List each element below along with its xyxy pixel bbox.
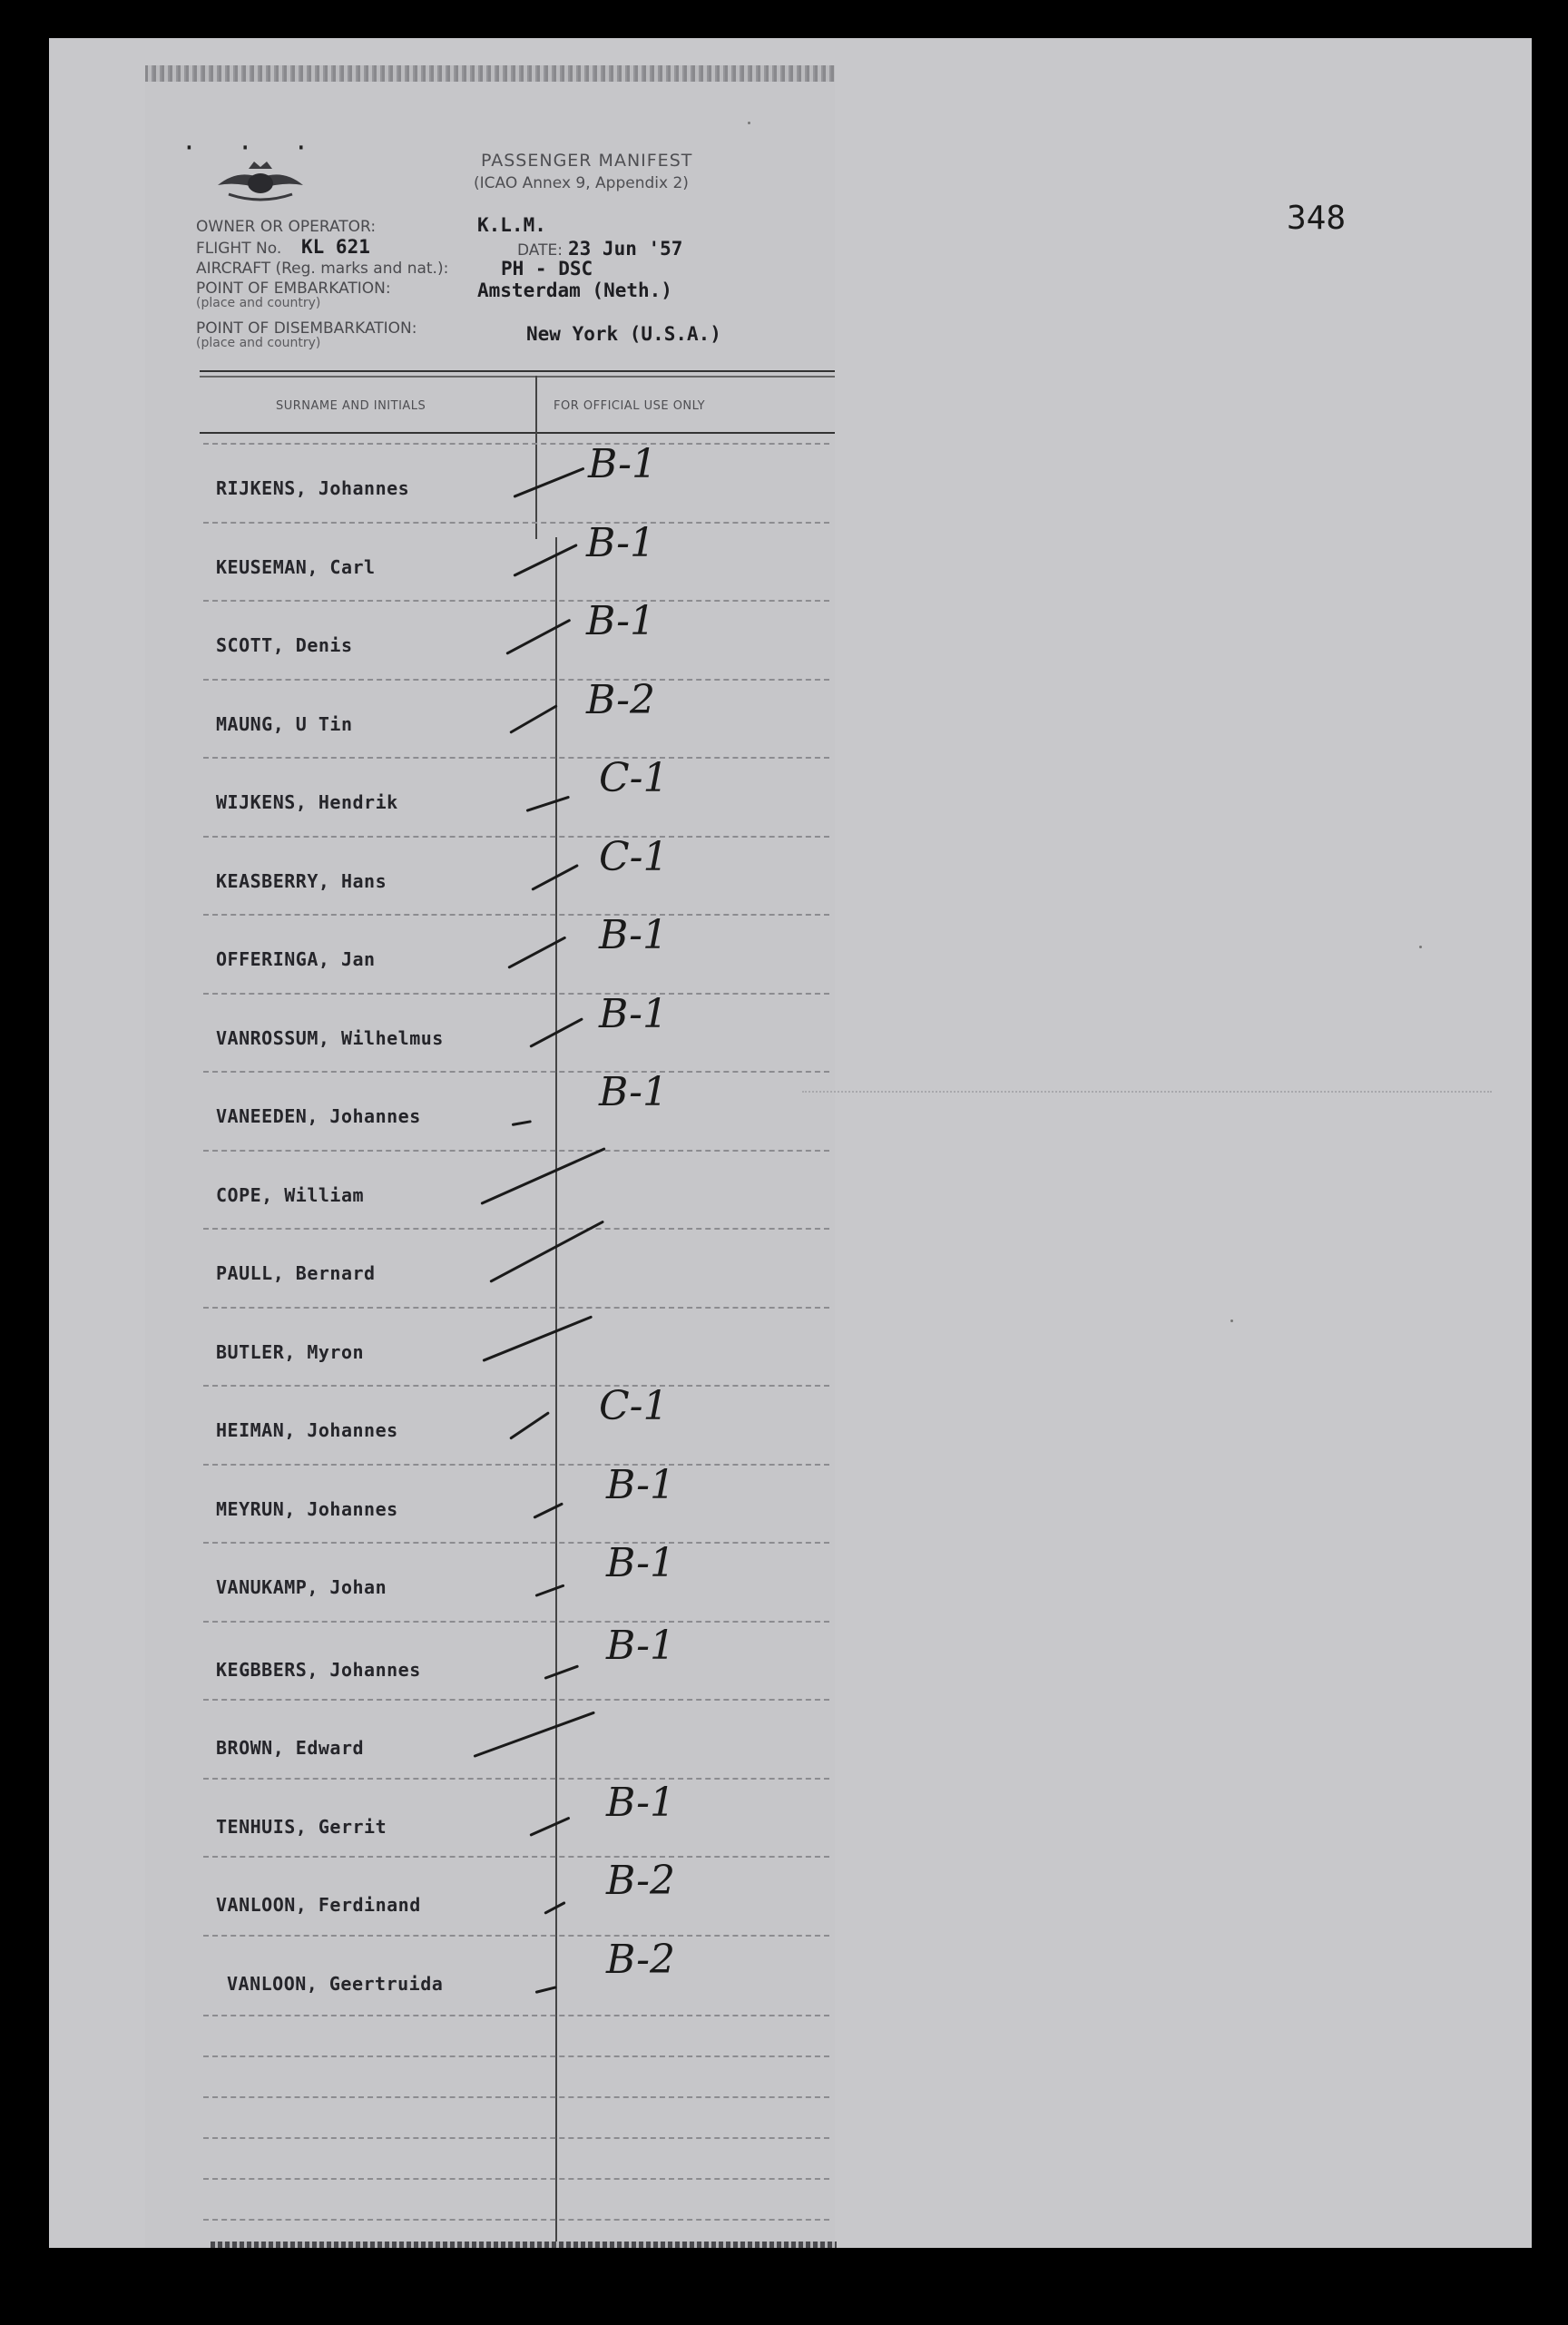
official-code: B-1: [599, 990, 669, 1037]
klm-crown-logo-icon: [211, 158, 310, 211]
check-mark: [482, 1315, 593, 1361]
official-code: B-1: [606, 1622, 676, 1669]
check-mark: [529, 1816, 570, 1836]
embarkation-label-text: POINT OF EMBARKATION:: [196, 280, 391, 298]
passenger-name: MAUNG, U Tin: [216, 712, 353, 735]
passenger-name: BROWN, Edward: [216, 1737, 365, 1759]
aircraft-value: PH - DSC: [501, 258, 593, 280]
passenger-name: RIJKENS, Johannes: [216, 477, 410, 499]
passenger-name: VANROSSUM, Wilhelmus: [216, 1026, 444, 1049]
speck: [748, 122, 750, 124]
manifest-form: [145, 65, 835, 2248]
official-code: B-1: [606, 1779, 676, 1826]
passenger-name: BUTLER, Myron: [216, 1340, 365, 1363]
passenger-name: TENHUIS, Gerrit: [216, 1815, 387, 1838]
header-rule-top: [200, 370, 835, 372]
official-code: B-1: [588, 441, 658, 487]
embarkation-label: [196, 281, 391, 310]
check-mark: [512, 1120, 532, 1126]
check-mark: [526, 796, 570, 812]
passenger-name: KEGBBERS, Johannes: [216, 1658, 421, 1681]
row-rule: [203, 1071, 829, 1073]
row-rule: [203, 1385, 829, 1387]
check-mark: [473, 1712, 594, 1758]
owner-label: OWNER OR OPERATOR:: [196, 218, 377, 236]
official-code: B-1: [599, 1069, 669, 1115]
empty-row-rule: [203, 2219, 829, 2221]
disembarkation-label: [196, 321, 417, 350]
row-rule: [203, 1935, 829, 1937]
check-mark: [513, 467, 584, 498]
row-rule: [203, 836, 829, 838]
check-mark: [507, 936, 566, 968]
document-sheet: [49, 38, 1532, 2248]
header-rule-bottom: [200, 432, 835, 434]
official-code: B-2: [606, 1858, 676, 1904]
official-code: C-1: [599, 1383, 669, 1429]
passenger-name: VANLOON, Ferdinand: [216, 1894, 421, 1916]
check-mark: [533, 1502, 564, 1518]
passenger-name: HEIMAN, Johannes: [216, 1419, 398, 1441]
official-code: C-1: [599, 755, 669, 801]
flight-label: FLIGHT No.: [196, 240, 282, 258]
empty-row-rule: [203, 2137, 829, 2139]
faint-scan-line: [802, 1091, 1492, 1093]
row-rule: [203, 1228, 829, 1230]
row-rule: [203, 522, 829, 524]
date-label: DATE:: [517, 241, 563, 260]
row-rule: [203, 1464, 829, 1466]
dot-marks: · · ·: [181, 132, 322, 162]
owner-value: K.L.M.: [477, 214, 546, 236]
manifest-subtitle: (ICAO Annex 9, Appendix 2): [474, 174, 689, 192]
row-rule: [203, 993, 829, 995]
check-mark: [509, 1411, 550, 1440]
column-header-official: FOR OFFICIAL USE ONLY: [554, 399, 706, 413]
flight-value: KL 621: [301, 236, 370, 258]
official-code: B-2: [606, 1936, 676, 1983]
disembarkation-sub: (place and country): [196, 336, 321, 350]
official-code: B-1: [606, 1461, 676, 1508]
passenger-name: PAULL, Bernard: [216, 1262, 376, 1284]
row-rule: [203, 1856, 829, 1858]
row-rule: [203, 914, 829, 916]
manifest-title: PASSENGER MANIFEST: [481, 151, 693, 171]
passenger-name: VANUKAMP, Johan: [216, 1576, 387, 1598]
row-rule: [203, 1621, 829, 1623]
embarkation-value: Amsterdam (Neth.): [477, 280, 672, 301]
speck: [1419, 946, 1422, 948]
passenger-name: VANLOON, Geertruida: [227, 1972, 444, 1995]
official-code: B-1: [586, 598, 656, 644]
row-rule: [203, 679, 829, 681]
check-mark: [509, 704, 557, 734]
check-mark: [505, 619, 571, 655]
passenger-name: COPE, William: [216, 1183, 365, 1206]
empty-row-rule: [203, 2015, 829, 2016]
bottom-edge: [211, 2242, 837, 2248]
disembarkation-value: New York (U.S.A.): [526, 323, 721, 345]
check-mark: [513, 543, 577, 576]
row-rule: [203, 1150, 829, 1152]
passenger-name: KEUSEMAN, Carl: [216, 555, 376, 578]
speck: [1230, 1319, 1233, 1322]
torn-edge: [145, 65, 835, 82]
official-code: B-1: [606, 1540, 676, 1586]
row-rule: [203, 443, 829, 445]
header-rule-top-2: [200, 376, 835, 378]
empty-row-rule: [203, 2178, 829, 2180]
aircraft-label: AIRCRAFT (Reg. marks and nat.):: [196, 260, 449, 278]
row-rule: [203, 757, 829, 759]
passenger-name: MEYRUN, Johannes: [216, 1497, 398, 1520]
empty-row-rule: [203, 2055, 829, 2057]
row-rule: [203, 600, 829, 602]
embarkation-sub: (place and country): [196, 296, 321, 310]
row-rule: [203, 1307, 829, 1309]
official-code: B-1: [599, 912, 669, 958]
row-rule: [203, 1542, 829, 1544]
page-number: 348: [1287, 200, 1347, 237]
row-rule: [203, 1699, 829, 1701]
check-mark: [534, 1584, 564, 1596]
disembarkation-label-text: POINT OF DISEMBARKATION:: [196, 319, 417, 338]
official-code: B-1: [586, 519, 656, 566]
check-mark: [544, 1664, 579, 1679]
passenger-name: WIJKENS, Hendrik: [216, 791, 398, 813]
column-divider-upper: [535, 376, 537, 539]
column-header-surname: SURNAME AND INITIALS: [276, 399, 426, 413]
passenger-name: VANEEDEN, Johannes: [216, 1105, 421, 1127]
check-mark: [535, 1986, 557, 1994]
official-code: B-2: [586, 676, 656, 723]
date-value: 23 Jun '57: [568, 238, 683, 260]
check-mark: [480, 1147, 605, 1205]
passenger-name: OFFERINGA, Jan: [216, 948, 376, 970]
row-rule: [203, 1778, 829, 1780]
official-code: C-1: [599, 833, 669, 880]
passenger-name: KEASBERRY, Hans: [216, 869, 387, 892]
passenger-name: SCOTT, Denis: [216, 634, 353, 656]
empty-row-rule: [203, 2096, 829, 2098]
